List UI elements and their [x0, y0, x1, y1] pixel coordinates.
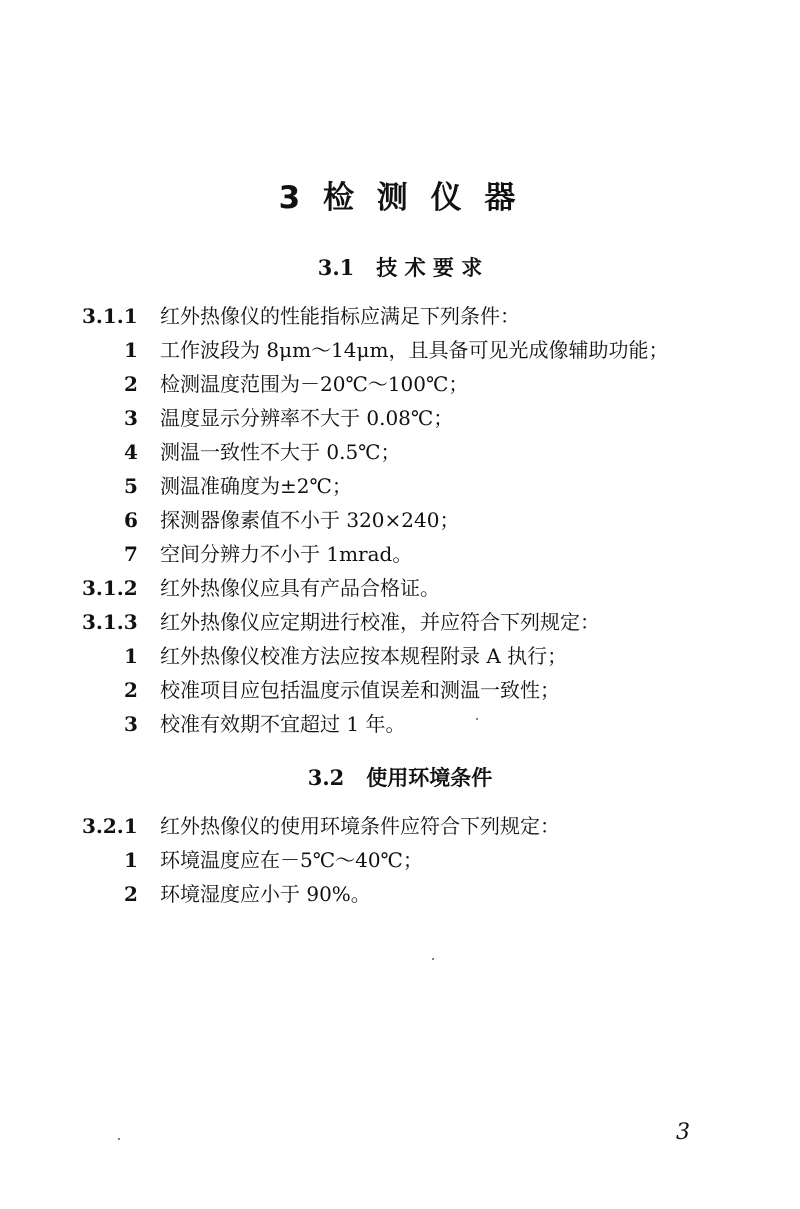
item-number: 1: [124, 848, 138, 872]
section-heading-3-2: [0, 762, 800, 792]
section-title: 使用环境条件: [366, 766, 493, 790]
list-item: [0, 502, 800, 538]
item-text: 红外热像仪校准方法应按本规程附录 A 执行；: [160, 644, 568, 668]
list-item: [0, 842, 800, 878]
item-number: 1: [124, 338, 138, 362]
list-item: [0, 366, 800, 402]
chapter-title: 3 检 测 仪 器: [278, 180, 522, 216]
item-text: 检测温度范围为－20℃～100℃；: [160, 372, 469, 396]
clause-number: 3.1.3: [82, 610, 138, 634]
clause-number: 3.1.2: [82, 576, 138, 600]
clause-3-1-2: [0, 570, 800, 606]
section-title: 技 术 要 求: [376, 256, 483, 280]
item-number: 1: [124, 644, 138, 668]
list-item: [0, 468, 800, 504]
clause-text: 红外热像仪应定期进行校准，并应符合下列规定：: [160, 610, 600, 634]
item-text: 空间分辨力不小于 1mrad。: [160, 542, 413, 566]
clause-number: 3.2.1: [82, 814, 138, 838]
clause-3-1-3: [0, 604, 800, 640]
scan-speck: [118, 1138, 120, 1140]
section-number: 3.1: [317, 255, 355, 280]
item-number: 3: [124, 712, 138, 736]
clause-3-1-1: [0, 298, 800, 334]
section-number: 3.2: [307, 765, 345, 790]
item-text: 测温准确度为±2℃；: [160, 474, 352, 498]
item-text: 温度显示分辨率不大于 0.08℃；: [160, 406, 454, 430]
section-heading-3-1: [0, 252, 800, 282]
list-item: [0, 536, 800, 572]
item-number: 5: [124, 474, 138, 498]
item-number: 4: [124, 440, 138, 464]
list-item: [0, 400, 800, 436]
item-number: 7: [124, 542, 138, 566]
list-item: [0, 332, 800, 368]
item-text: 校准项目应包括温度示值误差和测温一致性；: [160, 678, 560, 702]
list-item: [0, 706, 800, 742]
scan-speck: [432, 958, 434, 960]
list-item: [0, 638, 800, 674]
list-item: [0, 672, 800, 708]
list-item: [0, 434, 800, 470]
item-text: 环境温度应在－5℃～40℃；: [160, 848, 423, 872]
item-number: 6: [124, 508, 138, 532]
page-number: 3: [676, 1120, 690, 1145]
clause-number: 3.1.1: [82, 304, 138, 328]
item-text: 测温一致性不大于 0.5℃；: [160, 440, 401, 464]
item-number: 2: [124, 678, 138, 702]
list-item: [0, 876, 800, 912]
clause-text: 红外热像仪的使用环境条件应符合下列规定：: [160, 814, 560, 838]
item-text: 校准有效期不宜超过 1 年。: [160, 712, 406, 736]
item-number: 3: [124, 406, 138, 430]
item-number: 2: [124, 882, 138, 906]
item-text: 探测器像素值不小于 320×240；: [160, 508, 460, 532]
clause-text: 红外热像仪应具有产品合格证。: [160, 576, 440, 600]
item-text: 环境湿度应小于 90%。: [160, 882, 371, 906]
item-text: 工作波段为 8μm～14μm，且具备可见光成像辅助功能；: [160, 338, 669, 362]
clause-text: 红外热像仪的性能指标应满足下列条件：: [160, 304, 520, 328]
clause-3-2-1: [0, 808, 800, 844]
item-number: 2: [124, 372, 138, 396]
scan-speck: [476, 718, 478, 720]
